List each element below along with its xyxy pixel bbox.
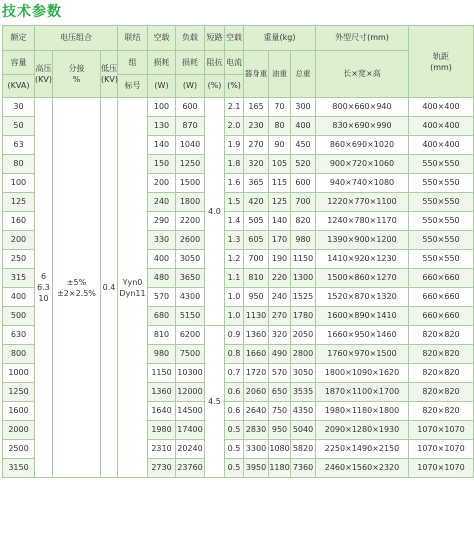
cell-kva: 50 xyxy=(3,117,35,136)
header-rated-capacity-3: (KVA) xyxy=(3,75,35,98)
cell-body-weight: 365 xyxy=(244,174,269,193)
cell-noload-loss: 150 xyxy=(148,155,176,174)
cell-gauge: 660×660 xyxy=(409,269,474,288)
cell-body-weight: 2640 xyxy=(244,402,269,421)
cell-gauge: 820×820 xyxy=(409,364,474,383)
cell-noload-current: 0.7 xyxy=(225,364,244,383)
cell-kva: 500 xyxy=(3,307,35,326)
cell-body-weight: 420 xyxy=(244,193,269,212)
cell-oil-weight: 140 xyxy=(269,212,291,231)
cell-kva: 125 xyxy=(3,193,35,212)
cell-oil-weight: 170 xyxy=(269,231,291,250)
cell-noload-loss: 980 xyxy=(148,345,176,364)
cell-body-weight: 270 xyxy=(244,136,269,155)
cell-vector-group-line: Yyn0 xyxy=(122,277,143,287)
cell-hv xyxy=(35,98,53,478)
cell-gauge: 550×550 xyxy=(409,155,474,174)
cell-load-loss: 20240 xyxy=(176,440,205,459)
cell-body-weight: 1130 xyxy=(244,307,269,326)
cell-noload-current: 2.0 xyxy=(225,117,244,136)
cell-total-weight: 4350 xyxy=(291,402,316,421)
cell-kva: 100 xyxy=(3,174,35,193)
cell-dimensions: 940×740×1080 xyxy=(316,174,409,193)
cell-dimensions: 800×660×940 xyxy=(316,98,409,117)
cell-total-weight: 980 xyxy=(291,231,316,250)
cell-noload-current: 1.9 xyxy=(225,136,244,155)
cell-noload-loss: 2310 xyxy=(148,440,176,459)
cell-noload-current: 1.0 xyxy=(225,307,244,326)
cell-dimensions: 1520×870×1320 xyxy=(316,288,409,307)
cell-oil-weight: 270 xyxy=(269,307,291,326)
cell-load-loss: 1040 xyxy=(176,136,205,155)
cell-load-loss: 3650 xyxy=(176,269,205,288)
cell-kva: 2500 xyxy=(3,440,35,459)
cell-noload-current: 1.5 xyxy=(225,193,244,212)
cell-dimensions: 1390×900×1200 xyxy=(316,231,409,250)
cell-kva: 400 xyxy=(3,288,35,307)
cell-gauge: 550×550 xyxy=(409,231,474,250)
cell-oil-weight: 190 xyxy=(269,250,291,269)
cell-body-weight: 230 xyxy=(244,117,269,136)
header-short-circuit-3: (%) xyxy=(205,75,225,98)
cell-noload-loss: 1360 xyxy=(148,383,176,402)
cell-noload-current: 1.8 xyxy=(225,155,244,174)
cell-load-loss: 23760 xyxy=(176,459,205,478)
cell-noload-current: 0.6 xyxy=(225,402,244,421)
cell-noload-current: 0.5 xyxy=(225,459,244,478)
cell-vector-group xyxy=(118,98,148,478)
cell-kva: 30 xyxy=(3,98,35,117)
header-hv-unit: (KV) xyxy=(35,75,52,84)
cell-total-weight: 2800 xyxy=(291,345,316,364)
cell-oil-weight: 90 xyxy=(269,136,291,155)
cell-total-weight: 700 xyxy=(291,193,316,212)
cell-kva: 200 xyxy=(3,231,35,250)
cell-oil-weight: 320 xyxy=(269,326,291,345)
header-load-loss-2: 损耗 xyxy=(176,51,205,75)
cell-hv-line: 10 xyxy=(38,294,49,303)
cell-hv-line: 6 xyxy=(40,272,47,281)
cell-noload-loss: 330 xyxy=(148,231,176,250)
cell-total-weight: 7360 xyxy=(291,459,316,478)
cell-gauge: 820×820 xyxy=(409,402,474,421)
cell-noload-loss: 480 xyxy=(148,269,176,288)
cell-noload-loss: 140 xyxy=(148,136,176,155)
cell-gauge: 1070×1070 xyxy=(409,459,474,478)
cell-oil-weight: 570 xyxy=(269,364,291,383)
cell-total-weight: 820 xyxy=(291,212,316,231)
cell-load-loss: 7500 xyxy=(176,345,205,364)
cell-noload-loss: 1640 xyxy=(148,402,176,421)
cell-kva: 63 xyxy=(3,136,35,155)
cell-kva: 1000 xyxy=(3,364,35,383)
cell-oil-weight: 70 xyxy=(269,98,291,117)
cell-total-weight: 5040 xyxy=(291,421,316,440)
cell-body-weight: 3300 xyxy=(244,440,269,459)
cell-total-weight: 3535 xyxy=(291,383,316,402)
header-lv xyxy=(101,51,118,98)
cell-noload-current: 1.1 xyxy=(225,269,244,288)
header-dimensions-sub: 长×宽×高 xyxy=(316,51,409,98)
cell-body-weight: 165 xyxy=(244,98,269,117)
cell-body-weight: 1360 xyxy=(244,326,269,345)
cell-hv-line: 6.3 xyxy=(37,283,50,292)
cell-oil-weight: 105 xyxy=(269,155,291,174)
cell-dimensions: 860×690×1020 xyxy=(316,136,409,155)
cell-gauge: 400×400 xyxy=(409,117,474,136)
cell-total-weight: 1300 xyxy=(291,269,316,288)
cell-noload-current: 0.5 xyxy=(225,421,244,440)
cell-kva: 160 xyxy=(3,212,35,231)
cell-body-weight: 2830 xyxy=(244,421,269,440)
cell-gauge: 660×660 xyxy=(409,288,474,307)
header-noload-loss-3: (W) xyxy=(148,75,176,98)
cell-tap-line: ±2×2.5% xyxy=(57,288,96,298)
header-vector-group-2: 组 xyxy=(118,51,148,75)
cell-body-weight: 2060 xyxy=(244,383,269,402)
cell-gauge: 550×550 xyxy=(409,174,474,193)
header-noload-loss: 空载 xyxy=(148,26,176,51)
cell-load-loss: 10300 xyxy=(176,364,205,383)
cell-kva: 1600 xyxy=(3,402,35,421)
header-tap-unit: % xyxy=(72,75,81,84)
cell-noload-current: 2.1 xyxy=(225,98,244,117)
cell-load-loss: 1500 xyxy=(176,174,205,193)
cell-noload-current: 0.6 xyxy=(225,383,244,402)
cell-total-weight: 300 xyxy=(291,98,316,117)
header-load-loss: 负载 xyxy=(176,26,205,51)
header-body-weight: 器身重 xyxy=(244,51,269,98)
cell-noload-loss: 1150 xyxy=(148,364,176,383)
cell-total-weight: 3050 xyxy=(291,364,316,383)
cell-load-loss: 600 xyxy=(176,98,205,117)
cell-noload-current: 0.5 xyxy=(225,440,244,459)
cell-load-loss: 4300 xyxy=(176,288,205,307)
header-total-weight: 总重 xyxy=(291,51,316,98)
cell-noload-current: 1.4 xyxy=(225,212,244,231)
cell-oil-weight: 950 xyxy=(269,421,291,440)
header-weight: 重量(kg) xyxy=(244,26,316,51)
cell-dimensions: 2250×1490×2150 xyxy=(316,440,409,459)
cell-total-weight: 450 xyxy=(291,136,316,155)
cell-noload-current: 1.2 xyxy=(225,250,244,269)
header-lv-unit: (KV) xyxy=(101,75,118,84)
cell-dimensions: 830×690×990 xyxy=(316,117,409,136)
cell-dimensions: 1660×950×1460 xyxy=(316,326,409,345)
cell-noload-current: 1.3 xyxy=(225,231,244,250)
cell-dimensions: 1500×860×1270 xyxy=(316,269,409,288)
cell-load-loss: 2600 xyxy=(176,231,205,250)
header-rated-capacity-2: 容量 xyxy=(3,51,35,75)
cell-gauge: 820×820 xyxy=(409,326,474,345)
cell-body-weight: 810 xyxy=(244,269,269,288)
header-load-loss-3: (W) xyxy=(176,75,205,98)
cell-gauge: 400×400 xyxy=(409,98,474,117)
cell-kva: 630 xyxy=(3,326,35,345)
cell-kva: 2000 xyxy=(3,421,35,440)
cell-tap-line: ±5% xyxy=(66,277,87,287)
cell-body-weight: 605 xyxy=(244,231,269,250)
cell-body-weight: 1660 xyxy=(244,345,269,364)
cell-body-weight: 950 xyxy=(244,288,269,307)
table-row xyxy=(3,98,474,117)
cell-dimensions: 1600×890×1410 xyxy=(316,307,409,326)
cell-load-loss: 1800 xyxy=(176,193,205,212)
cell-gauge: 550×550 xyxy=(409,212,474,231)
header-vector-group: 联结 xyxy=(118,26,148,51)
cell-total-weight: 600 xyxy=(291,174,316,193)
cell-oil-weight: 650 xyxy=(269,383,291,402)
cell-dimensions: 1980×1180×1800 xyxy=(316,402,409,421)
cell-noload-current: 1.0 xyxy=(225,288,244,307)
cell-kva: 1250 xyxy=(3,383,35,402)
cell-dimensions: 1760×970×1500 xyxy=(316,345,409,364)
cell-noload-loss: 810 xyxy=(148,326,176,345)
header-noload-current: 空载 xyxy=(225,26,244,51)
cell-dimensions: 1240×780×1170 xyxy=(316,212,409,231)
header-hv xyxy=(35,51,53,98)
cell-noload-loss: 400 xyxy=(148,250,176,269)
cell-oil-weight: 240 xyxy=(269,288,291,307)
header-dimensions: 外型尺寸(mm) xyxy=(316,26,409,51)
cell-dimensions: 1870×1100×1700 xyxy=(316,383,409,402)
cell-total-weight: 2050 xyxy=(291,326,316,345)
cell-load-loss: 14500 xyxy=(176,402,205,421)
cell-total-weight: 400 xyxy=(291,117,316,136)
cell-gauge: 550×550 xyxy=(409,250,474,269)
header-gauge xyxy=(409,26,474,98)
cell-oil-weight: 220 xyxy=(269,269,291,288)
cell-total-weight: 1780 xyxy=(291,307,316,326)
cell-tap xyxy=(53,98,101,478)
cell-dimensions: 900×720×1060 xyxy=(316,155,409,174)
cell-noload-loss: 100 xyxy=(148,98,176,117)
cell-noload-current: 0.8 xyxy=(225,345,244,364)
cell-gauge: 550×550 xyxy=(409,193,474,212)
table-header xyxy=(3,26,474,98)
header-noload-loss-2: 损耗 xyxy=(148,51,176,75)
header-vector-group-3: 标号 xyxy=(118,75,148,98)
cell-noload-loss: 2730 xyxy=(148,459,176,478)
cell-dimensions: 2460×1560×2320 xyxy=(316,459,409,478)
cell-load-loss: 2200 xyxy=(176,212,205,231)
header-noload-current-3: (%) xyxy=(225,75,244,98)
cell-oil-weight: 1080 xyxy=(269,440,291,459)
cell-dimensions: 1220×770×1100 xyxy=(316,193,409,212)
cell-body-weight: 320 xyxy=(244,155,269,174)
cell-oil-weight: 125 xyxy=(269,193,291,212)
cell-gauge: 1070×1070 xyxy=(409,440,474,459)
cell-noload-loss: 290 xyxy=(148,212,176,231)
header-tap-label: 分接 xyxy=(68,64,85,73)
cell-body-weight: 1720 xyxy=(244,364,269,383)
cell-total-weight: 5820 xyxy=(291,440,316,459)
header-hv-label: 高压 xyxy=(35,64,52,73)
cell-noload-current: 1.6 xyxy=(225,174,244,193)
cell-load-loss: 6200 xyxy=(176,326,205,345)
cell-load-loss: 870 xyxy=(176,117,205,136)
cell-gauge: 660×660 xyxy=(409,307,474,326)
header-voltage-combo: 电压组合 xyxy=(35,26,118,51)
cell-impedance: 4.0 xyxy=(205,98,225,326)
header-noload-current-2: 电流 xyxy=(225,51,244,75)
cell-vector-group-line: Dyn11 xyxy=(119,288,146,298)
cell-total-weight: 1150 xyxy=(291,250,316,269)
header-rated-capacity: 额定 xyxy=(3,26,35,51)
header-tap xyxy=(53,51,101,98)
cell-total-weight: 1525 xyxy=(291,288,316,307)
cell-kva: 800 xyxy=(3,345,35,364)
cell-kva: 80 xyxy=(3,155,35,174)
table-body xyxy=(3,98,474,478)
cell-body-weight: 3950 xyxy=(244,459,269,478)
cell-noload-current: 0.9 xyxy=(225,326,244,345)
header-gauge-unit: (mm) xyxy=(430,62,452,72)
cell-oil-weight: 80 xyxy=(269,117,291,136)
spec-table xyxy=(2,25,474,478)
cell-noload-loss: 680 xyxy=(148,307,176,326)
cell-load-loss: 5150 xyxy=(176,307,205,326)
cell-impedance: 4.5 xyxy=(205,326,225,478)
cell-dimensions: 2090×1280×1930 xyxy=(316,421,409,440)
cell-gauge: 400×400 xyxy=(409,136,474,155)
cell-gauge: 820×820 xyxy=(409,345,474,364)
cell-noload-loss: 240 xyxy=(148,193,176,212)
header-lv-label: 低压 xyxy=(101,64,117,73)
header-gauge-label: 轨距 xyxy=(433,51,449,61)
cell-load-loss: 17400 xyxy=(176,421,205,440)
header-short-circuit-2: 阻抗 xyxy=(205,51,225,75)
cell-total-weight: 520 xyxy=(291,155,316,174)
cell-noload-loss: 130 xyxy=(148,117,176,136)
header-oil-weight: 油重 xyxy=(269,51,291,98)
header-short-circuit: 短路 xyxy=(205,26,225,51)
cell-load-loss: 1250 xyxy=(176,155,205,174)
cell-kva: 315 xyxy=(3,269,35,288)
cell-oil-weight: 115 xyxy=(269,174,291,193)
cell-noload-loss: 570 xyxy=(148,288,176,307)
cell-dimensions: 1410×920×1230 xyxy=(316,250,409,269)
cell-gauge: 820×820 xyxy=(409,383,474,402)
page-title: 技术参数 xyxy=(2,4,62,20)
cell-load-loss: 3050 xyxy=(176,250,205,269)
cell-kva: 250 xyxy=(3,250,35,269)
cell-oil-weight: 490 xyxy=(269,345,291,364)
cell-body-weight: 505 xyxy=(244,212,269,231)
cell-noload-loss: 200 xyxy=(148,174,176,193)
cell-body-weight: 700 xyxy=(244,250,269,269)
cell-load-loss: 12000 xyxy=(176,383,205,402)
cell-lv: 0.4 xyxy=(101,98,118,478)
cell-oil-weight: 1180 xyxy=(269,459,291,478)
cell-gauge: 1070×1070 xyxy=(409,421,474,440)
cell-noload-loss: 1980 xyxy=(148,421,176,440)
cell-kva: 3150 xyxy=(3,459,35,478)
cell-oil-weight: 750 xyxy=(269,402,291,421)
cell-dimensions: 1800×1090×1620 xyxy=(316,364,409,383)
